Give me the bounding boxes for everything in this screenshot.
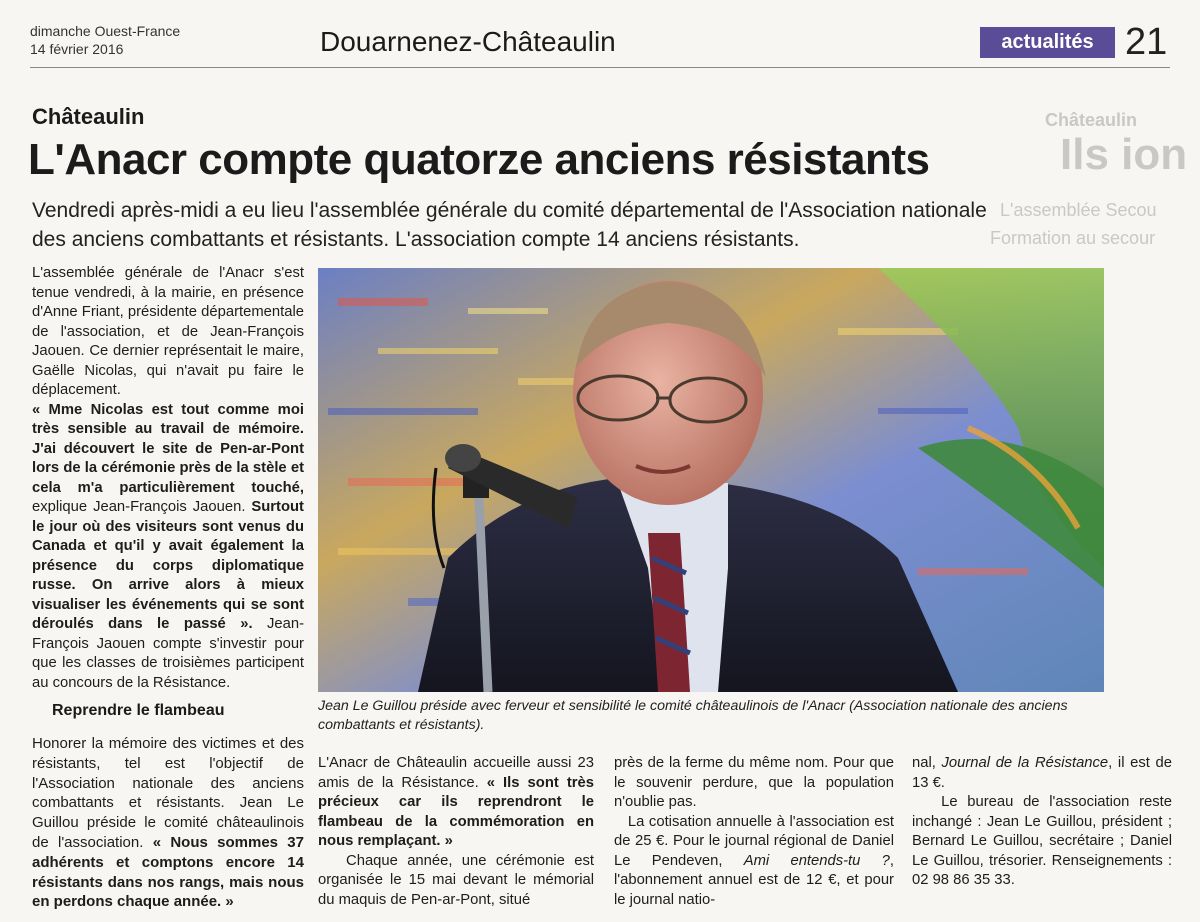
paragraph: Le bureau de l'association reste inchangé : Jean Le Guillou, président ; Bernard Le Guillou, secrétaire ; Daniel Le Guillou, trésorier. Renseignements : 02 98 86 35 33. [912, 794, 1172, 888]
section-title: Douarnenez-Châteaulin [320, 26, 616, 57]
article-standfirst: Vendredi après-midi a eu lieu l'assemblée générale du comité départemental de l'Association nationale des anciens combattants et résistants. L'association compte 14 anciens résistants. [32, 199, 987, 251]
article-subhead: Reprendre le flambeau [52, 702, 225, 719]
paragraph: , il est de 13 €. [912, 755, 1173, 791]
paragraph: La cotisation annuelle à l'association est de 25 €. Pour le journal régional de Daniel Le Pendeven, [614, 813, 894, 869]
header-divider [30, 67, 1170, 68]
paragraph: explique Jean-François Jaouen. [32, 499, 252, 515]
photo-illustration [318, 268, 1104, 692]
header-date [30, 22, 180, 58]
paragraph: , l'abonnement annuel est de 12 €, et pour le journal natio- [614, 852, 895, 908]
header-date-line1: dimanche Ouest-France [30, 23, 181, 39]
quote: Surtout le jour où des visiteurs sont venus du Canada et qu'il y avait également la présence du corps diplomatique russe. On arrive alors à mieux visualiser les événements qui se sont déroulés dans le passé ». [32, 499, 304, 632]
paragraph: Jean-François Jaouen compte s'investir pour que les classes de troisièmes participent au concours de la Résistance. [32, 616, 305, 691]
journal-title: Ami entends-tu ? [743, 852, 890, 869]
paragraph: Chaque année, une cérémonie est organisée le 15 mai devant le mémorial du maquis de Pen-ar-Pont, situé [318, 852, 594, 908]
article-column-3 [614, 754, 894, 910]
article-kicker: Châteaulin [32, 104, 145, 129]
paragraph: Honorer la mémoire des victimes et des résistants, tel est l'objectif de l'Association nationale des anciens combattants et résistants. Jean Le Guillou préside le comité châteaulinois de l'association. [32, 735, 304, 851]
page-number: 21 [1125, 21, 1168, 63]
article-column-4 [912, 754, 1172, 891]
ghost-line-1: L'assemblée Secou [1000, 200, 1157, 220]
quote: « Nous sommes 37 adhérents et comptons encore 14 résistants dans nos rangs, mais nous en perdons chaque année. » [32, 833, 304, 911]
quote: « Ils sont très précieux car ils reprendront le flambeau de la commémoration en nous remplaçant. » [318, 774, 594, 849]
article-headline: L'Anacr compte quatorze anciens résistants [28, 135, 930, 184]
quote: « Mme Nicolas est tout comme moi très sensible au travail de mémoire. J'ai découvert le site de Pen-ar-Pont lors de la cérémonie près de la stèle et cela m'a particulièrement touché, [32, 401, 304, 496]
ghost-kicker: Châteaulin [1045, 110, 1138, 130]
paragraph: nal, [912, 755, 942, 771]
paragraph: L'assemblée générale de l'Anacr s'est tenue vendredi, à la mairie, en présence d'Anne Friant, présidente départementale de l'association, et de Jean-François Jaouen. Ce dernier représentait le maire, Gaëlle Nicolas, qui n'avait pu faire le déplacement. [32, 265, 304, 398]
photo-caption: Jean Le Guillou préside avec ferveur et sensibilité le comité châteaulinois de l'Anacr (Association nationale des anciens combattants et résistants). [318, 698, 1068, 733]
section-badge: actualités [980, 27, 1115, 58]
journal-title: Journal de la Résistance [941, 755, 1109, 771]
article-column-1b [32, 734, 304, 912]
article-column-1 [32, 264, 304, 693]
article-column-2 [318, 754, 594, 910]
paragraph: L'Anacr de Châteaulin accueille aussi 23 amis de la Résistance. [318, 755, 594, 791]
article-photo [318, 268, 1104, 692]
paragraph: près de la ferme du même nom. Pour que le souvenir perdure, que la population n'oublie pas. [614, 755, 894, 810]
header-date-line2: 14 février 2016 [30, 41, 124, 57]
ghost-headline: Ils ion [1060, 130, 1188, 179]
ghost-line-2: Formation au secour [990, 228, 1156, 248]
